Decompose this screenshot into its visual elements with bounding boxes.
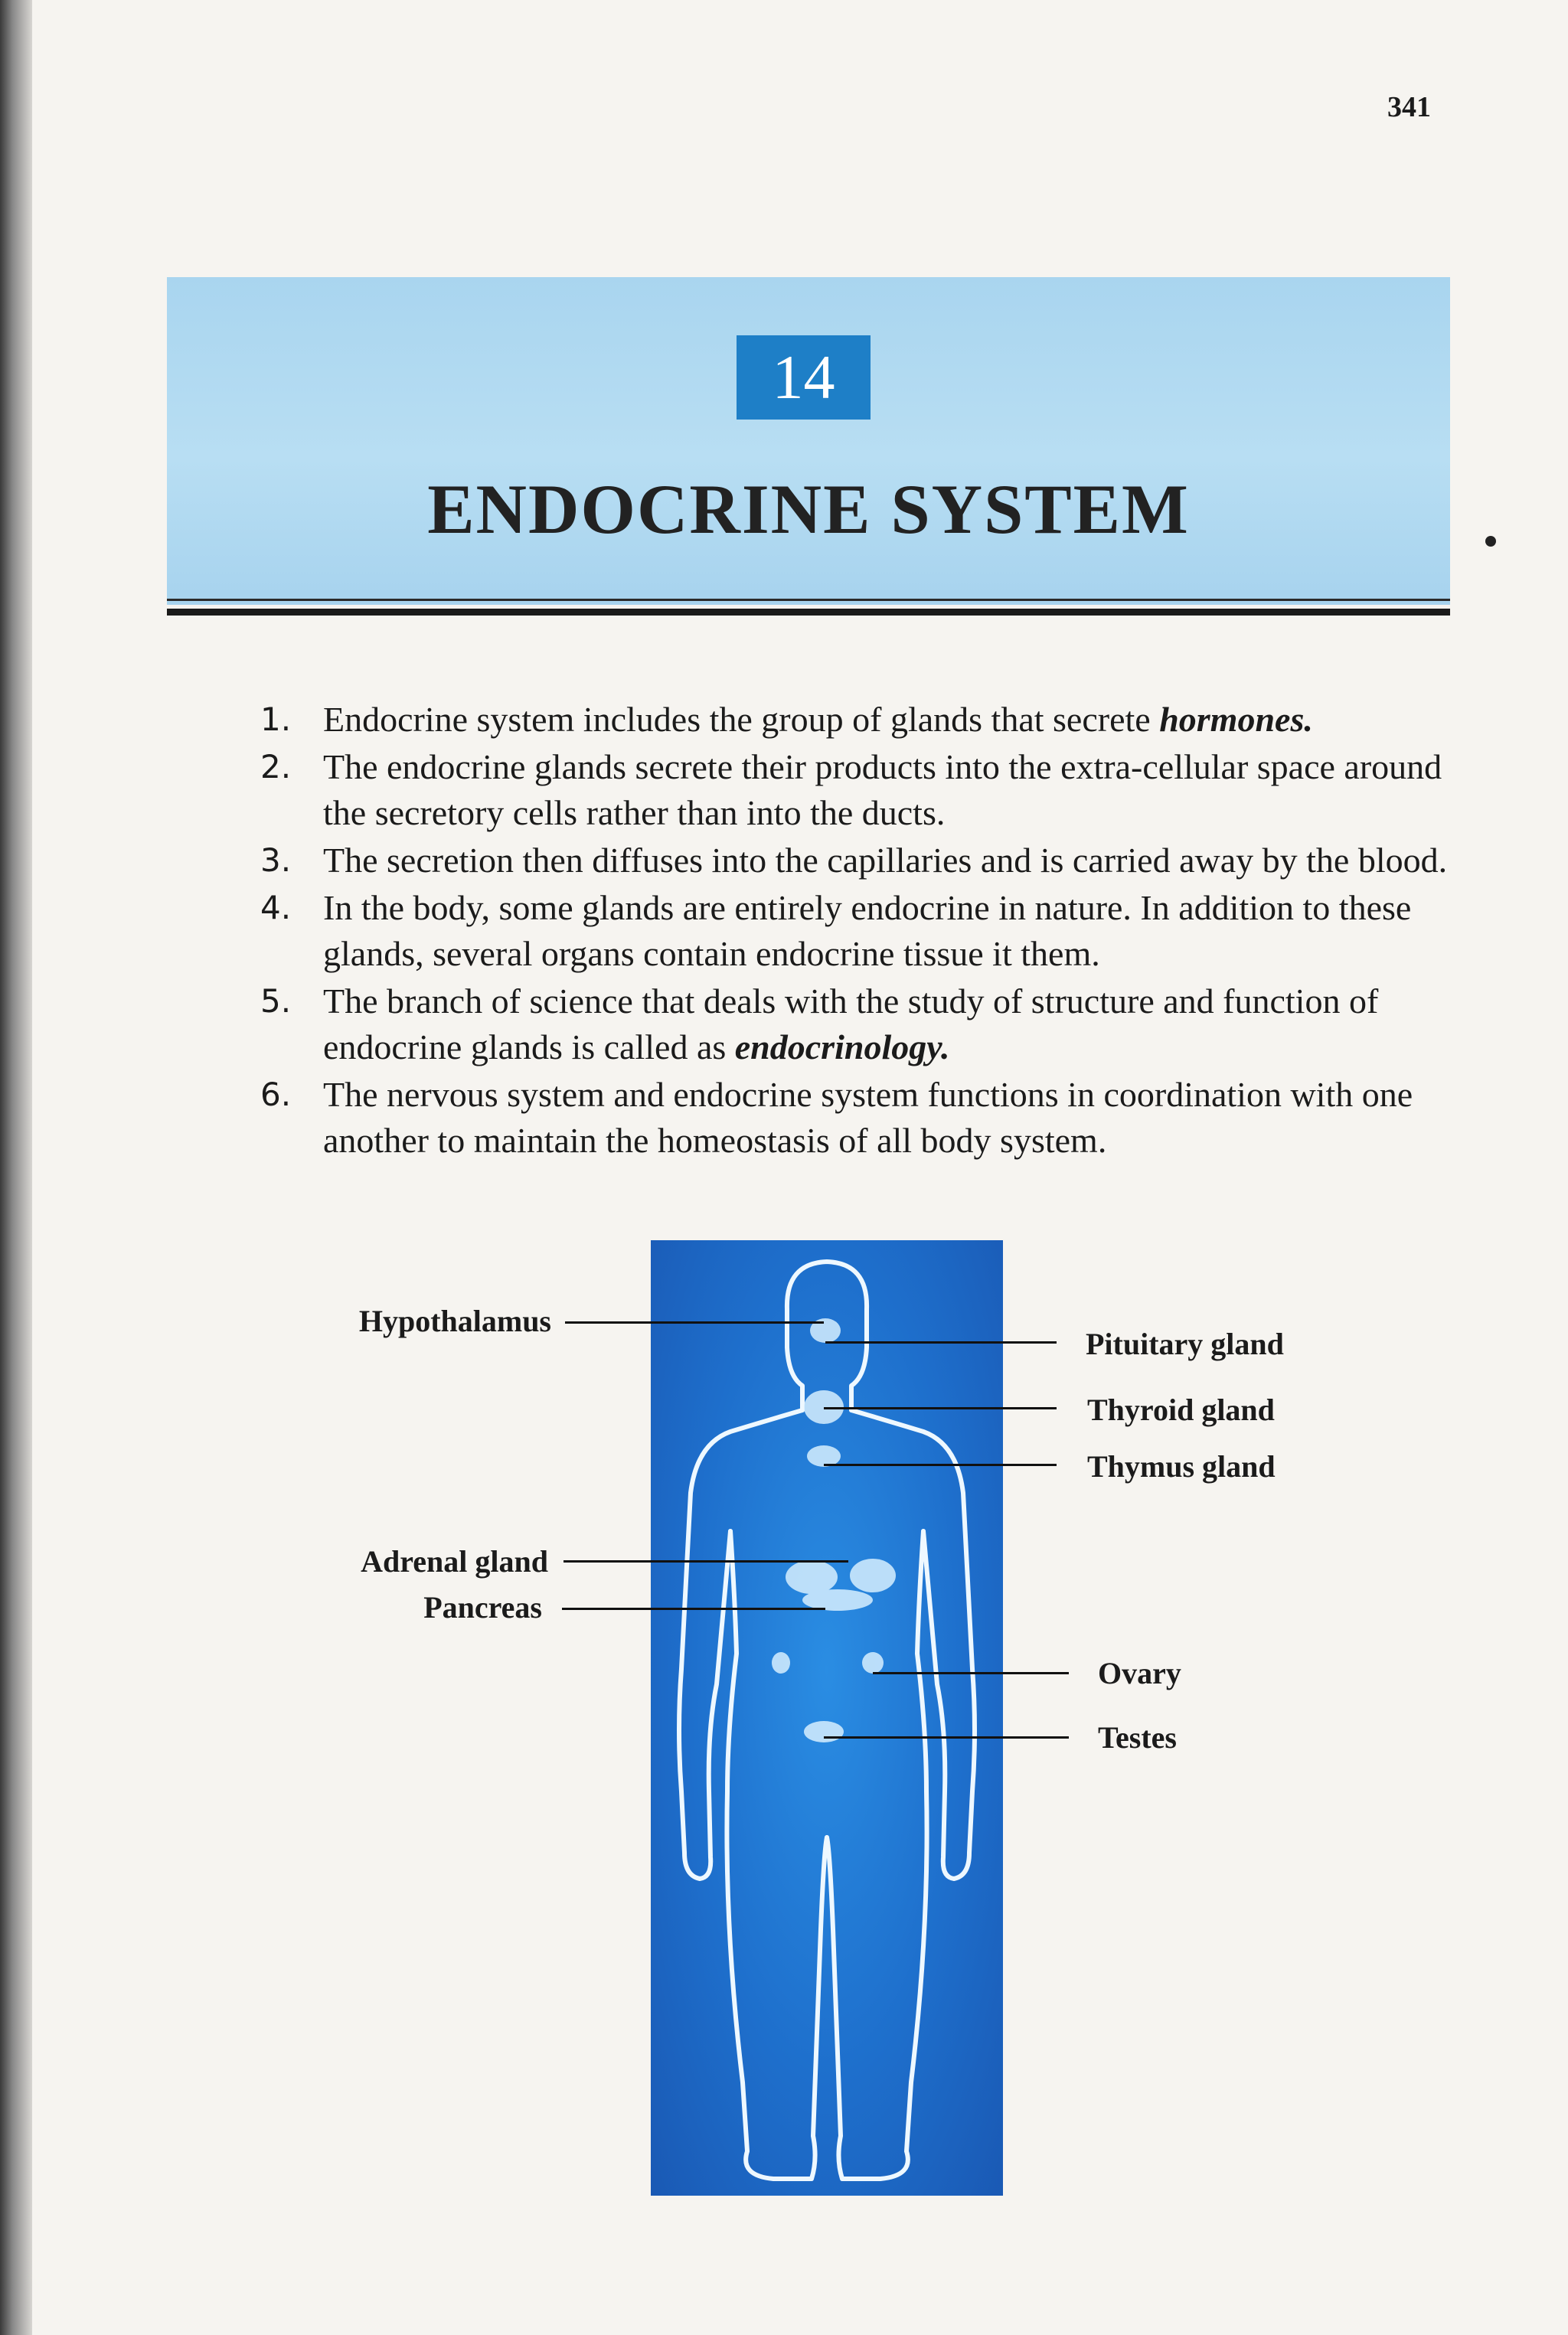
label-thymus: Thymus gland	[1087, 1449, 1276, 1484]
item-text: The secretion then diffuses into the capillaries and is carried away by the blood.	[323, 841, 1448, 880]
item-number: 6.	[260, 1076, 292, 1113]
leader-hypothalamus	[565, 1321, 824, 1324]
item-text: The endocrine glands secrete their products into the extra-cellular space around the secretory cells rather than into the ducts.	[323, 747, 1442, 832]
label-thyroid: Thyroid gland	[1087, 1393, 1275, 1427]
print-dot	[1485, 536, 1496, 547]
title-rule-thin	[167, 599, 1450, 601]
chapter-title: ENDOCRINE SYSTEM	[427, 470, 1190, 548]
leader-thymus	[824, 1464, 1057, 1466]
item-number: 2.	[260, 748, 292, 785]
item-number: 1.	[260, 700, 292, 738]
item-number: 4.	[260, 889, 292, 926]
item-number: 3.	[260, 841, 292, 879]
label-pancreas: Pancreas	[423, 1590, 542, 1625]
list-item	[260, 838, 1455, 883]
item-emphasis: endocrinology.	[734, 1027, 950, 1066]
book-binding-shadow	[0, 0, 32, 2335]
chapter-number: 14	[737, 335, 871, 420]
list-item	[260, 744, 1455, 836]
chapter-banner	[167, 277, 1450, 605]
leader-ovary	[873, 1672, 1069, 1674]
leader-thyroid	[824, 1407, 1057, 1409]
item-emphasis: hormones.	[1159, 700, 1313, 739]
label-testes: Testes	[1098, 1720, 1177, 1755]
endocrine-body-figure	[651, 1240, 1003, 2196]
leader-adrenal	[564, 1560, 848, 1563]
body-outline-icon	[651, 1240, 1003, 2196]
item-text: The nervous system and endocrine system functions in coordination with one another to maintain the homeostasis of all body system.	[323, 1075, 1413, 1160]
list-item	[260, 885, 1455, 977]
item-text	[323, 978, 1455, 1070]
list-item	[260, 697, 1455, 743]
item-text	[323, 697, 1455, 743]
key-points-list	[260, 697, 1455, 1165]
label-pituitary: Pituitary gland	[1086, 1327, 1284, 1361]
item-text-part: Endocrine system includes the group of glands that secrete	[323, 700, 1160, 739]
label-adrenal: Adrenal gland	[361, 1544, 548, 1579]
leader-pituitary	[825, 1341, 1057, 1344]
leader-pancreas	[562, 1608, 825, 1610]
leader-testes	[824, 1736, 1069, 1739]
label-ovary: Ovary	[1098, 1656, 1181, 1690]
page-number: 341	[1387, 91, 1431, 123]
list-item	[260, 1072, 1455, 1164]
item-text: In the body, some glands are entirely endocrine in nature. In addition to these glands, several organs contain endocrine tissue it them.	[323, 888, 1412, 973]
list-item	[260, 978, 1455, 1070]
item-number: 5.	[260, 982, 292, 1020]
title-rule-thick	[167, 609, 1450, 616]
label-hypothalamus: Hypothalamus	[358, 1304, 551, 1338]
item-text-part: The branch of science that deals with the study of structure and function of endocrine glands is called as	[323, 981, 1379, 1066]
